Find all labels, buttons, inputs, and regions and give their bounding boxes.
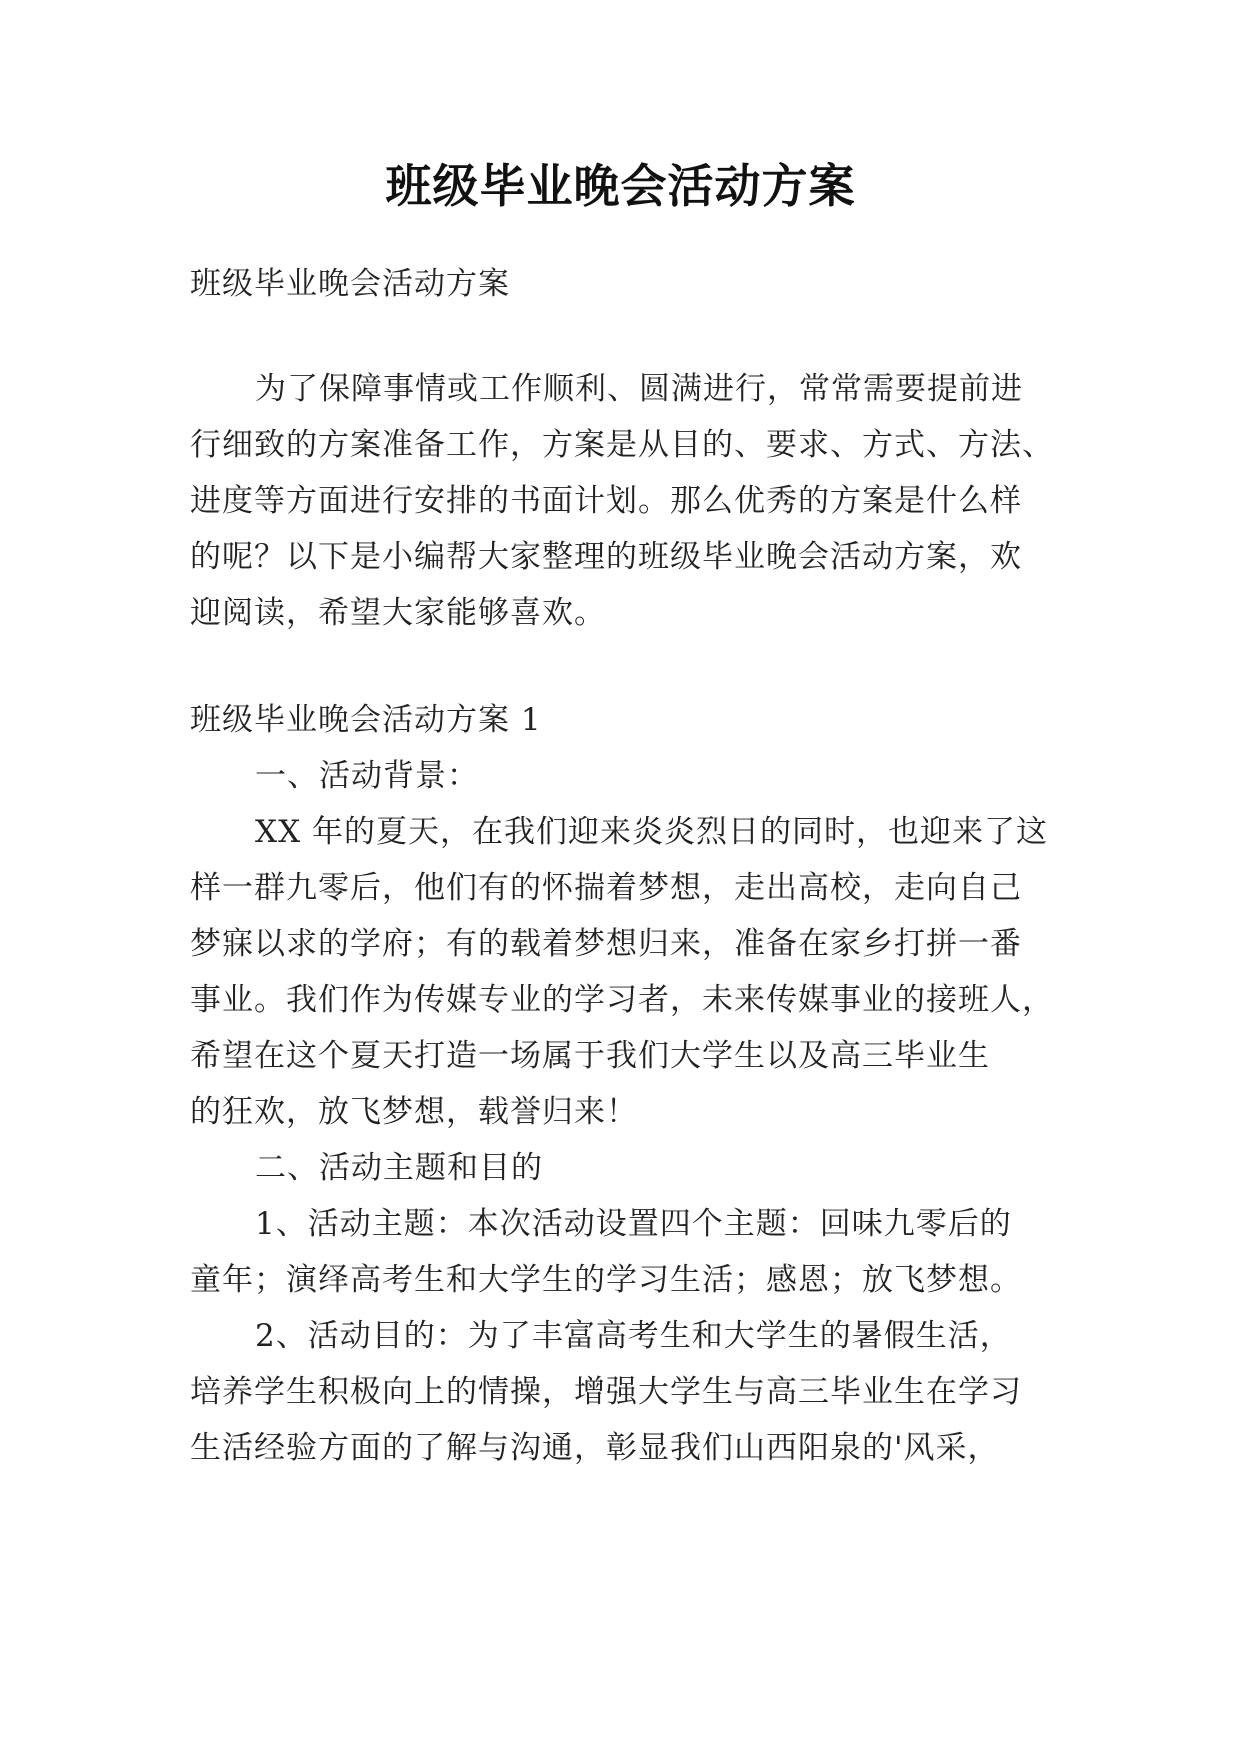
theme-heading: 二、活动主题和目的	[255, 1150, 543, 1186]
theme-line: 1、活动主题：本次活动设置四个主题：回味九零后的	[255, 1206, 1012, 1242]
background-line: XX 年的夏天，在我们迎来炎炎烈日的同时，也迎来了这	[255, 814, 1048, 850]
purpose-line: 2、活动目的：为了丰富高考生和大学生的暑假生活，	[255, 1318, 1012, 1354]
background-line: 希望在这个夏天打造一场属于我们大学生以及高三毕业生	[190, 1038, 990, 1074]
intro-line: 迎阅读，希望大家能够喜欢。	[190, 595, 606, 631]
purpose-line: 生活经验方面的了解与沟通，彰显我们山西阳泉的'风采，	[190, 1430, 1000, 1466]
section-heading: 班级毕业晚会活动方案 1	[190, 702, 542, 738]
background-heading: 一、活动背景：	[255, 758, 479, 794]
background-line: 样一群九零后，他们有的怀揣着梦想，走出高校，走向自己	[190, 870, 1022, 906]
background-line: 的狂欢，放飞梦想，载誉归来！	[190, 1094, 638, 1130]
document-title: 班级毕业晚会活动方案	[385, 159, 856, 213]
background-line: 事业。我们作为传媒专业的学习者，未来传媒事业的接班人，	[190, 982, 1054, 1018]
background-line: 梦寐以求的学府；有的载着梦想归来，准备在家乡打拼一番	[190, 926, 1022, 962]
intro-line: 行细致的方案准备工作，方案是从目的、要求、方式、方法、	[190, 427, 1054, 463]
purpose-line: 培养学生积极向上的情操，增强大学生与高三毕业生在学习	[190, 1374, 1022, 1410]
document-subtitle: 班级毕业晚会活动方案	[190, 266, 510, 302]
intro-line: 的呢？以下是小编帮大家整理的班级毕业晚会活动方案，欢	[190, 539, 1022, 575]
intro-line: 进度等方面进行安排的书面计划。那么优秀的方案是什么样	[190, 483, 1022, 519]
intro-line: 为了保障事情或工作顺利、圆满进行，常常需要提前进	[255, 371, 1023, 407]
theme-line: 童年；演绎高考生和大学生的学习生活；感恩；放飞梦想。	[190, 1262, 1022, 1298]
